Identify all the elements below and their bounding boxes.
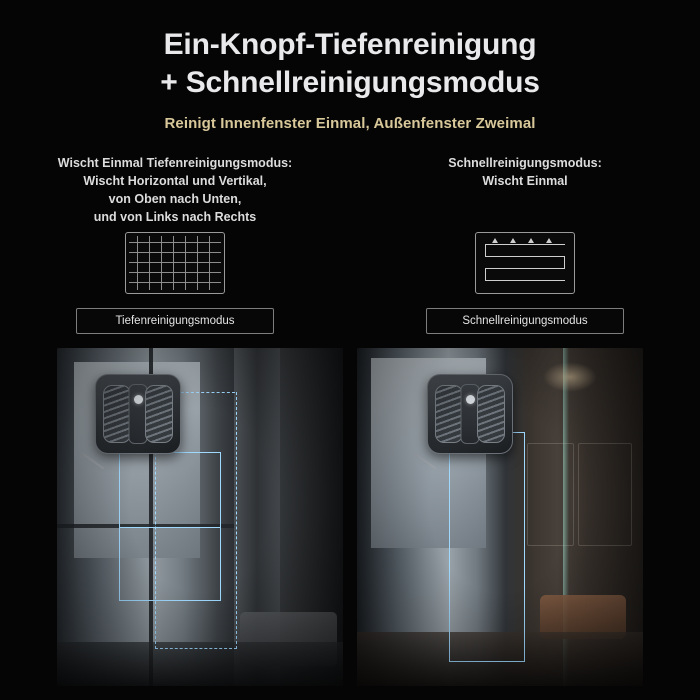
robot-pad-right bbox=[145, 385, 173, 443]
left-mode-label: Tiefenreinigungsmodus bbox=[76, 308, 274, 334]
left-caption-line-1: Wischt Einmal Tiefenreinigungsmodus: bbox=[57, 155, 293, 170]
wall-panel bbox=[578, 443, 631, 546]
page-subtitle: Reinigt Innenfenster Einmal, Außenfenster Zweimal bbox=[164, 114, 536, 132]
right-mode-label: Schnellreinigungsmodus bbox=[426, 308, 624, 334]
left-photo-deep-clean bbox=[57, 348, 343, 686]
robot-pad-right bbox=[477, 385, 505, 443]
caption-columns bbox=[0, 154, 700, 335]
window-cleaning-robot-icon bbox=[427, 374, 513, 454]
right-column bbox=[350, 154, 700, 335]
right-caption-line-1: Schnellreinigungsmodus: bbox=[448, 155, 602, 170]
left-caption bbox=[58, 154, 292, 227]
left-caption-line-4: und von Links nach Rechts bbox=[93, 210, 257, 225]
right-caption bbox=[448, 154, 602, 226]
left-column bbox=[0, 154, 350, 335]
robot-power-button[interactable] bbox=[466, 395, 475, 404]
page-title-line-1: Ein-Knopf-Tiefenreinigung bbox=[163, 28, 537, 61]
wall-panel bbox=[527, 443, 575, 546]
right-caption-line-2: Wischt Einmal bbox=[482, 173, 568, 188]
grid-crosshatch-pattern-icon bbox=[125, 232, 225, 294]
path-single-vertical-loop bbox=[449, 432, 525, 662]
window-cleaning-robot-icon bbox=[95, 374, 181, 454]
left-caption-line-3: von Oben nach Unten, bbox=[108, 192, 242, 207]
chandelier-light bbox=[543, 362, 597, 392]
snake-path-pattern-icon bbox=[475, 232, 575, 294]
header bbox=[0, 0, 700, 132]
right-photo-quick-clean bbox=[357, 348, 643, 686]
photo-row bbox=[0, 348, 700, 686]
left-caption-line-2: Wischt Horizontal und Vertikal, bbox=[83, 173, 267, 188]
robot-power-button[interactable] bbox=[134, 395, 143, 404]
page-title-line-2: + Schnellreinigungsmodus bbox=[160, 66, 540, 100]
robot-pad-left bbox=[103, 385, 131, 443]
robot-pad-left bbox=[435, 385, 463, 443]
